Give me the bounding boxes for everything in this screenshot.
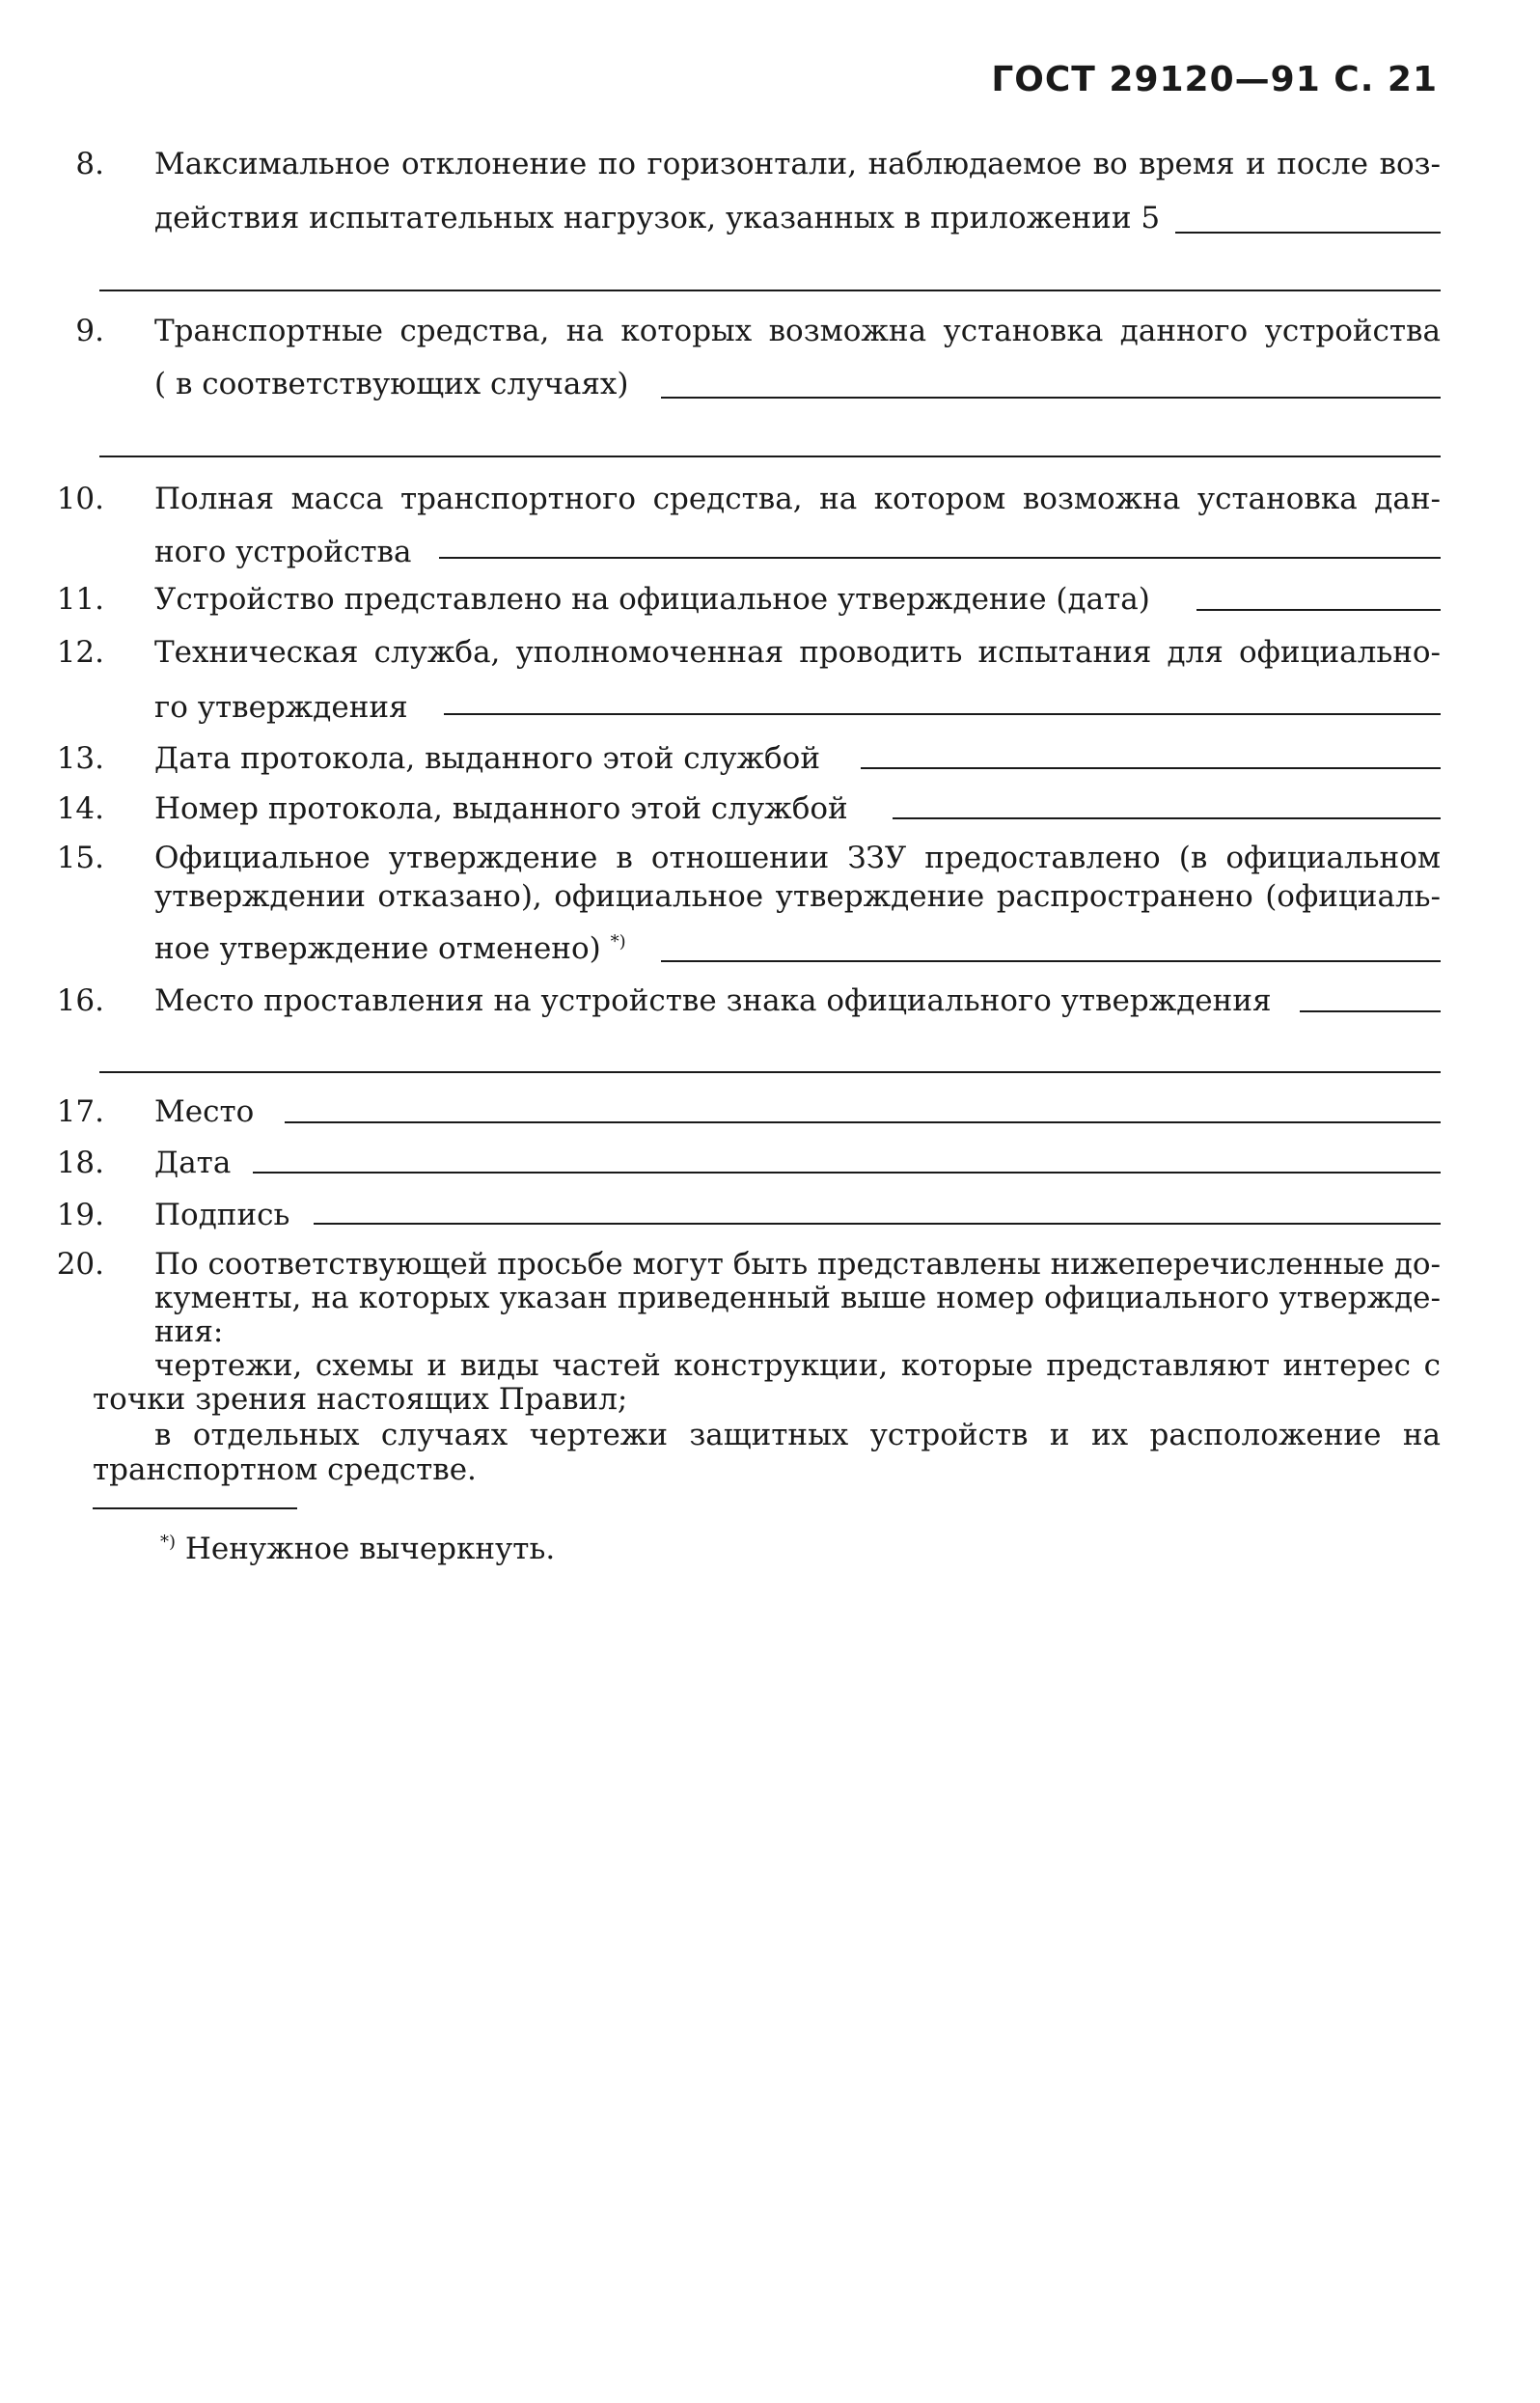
footnote-text: Ненужное вычеркнуть.: [184, 1532, 556, 1566]
item-20-paragraph1-line1: чертежи, схемы и виды частей конструкции, которые представляют интерес с: [154, 1348, 1441, 1383]
page-header: ГОСТ 29120—91 С. 21: [991, 60, 1438, 99]
item-20-text-line3: ния:: [154, 1314, 224, 1349]
item-13-number: 13.: [56, 741, 104, 776]
item-17-number: 17.: [56, 1094, 104, 1129]
item-12-answer-line[interactable]: [444, 713, 1441, 715]
item-15-text-line3-content: ное утверждение отменено): [154, 931, 601, 966]
item-11-answer-line[interactable]: [1196, 609, 1441, 611]
item-13-answer-line[interactable]: [861, 767, 1441, 769]
item-16-answer-line[interactable]: [1300, 1010, 1441, 1012]
item-13-text: Дата протокола, выданного этой службой: [154, 741, 821, 776]
item-14-text: Номер протокола, выданного этой службой: [154, 791, 848, 826]
item-10-answer-line[interactable]: [439, 557, 1441, 559]
item-8-number: 8.: [75, 147, 104, 181]
item-17-text: Место: [154, 1094, 255, 1129]
item-14-answer-line[interactable]: [893, 817, 1441, 819]
item-9-text-line2: ( в соответствующих случаях): [154, 367, 629, 401]
item-8-text-line2: действия испытательных нагрузок, указанных в приложении 5: [154, 201, 1161, 235]
item-15-text-line3: [154, 929, 626, 968]
item-12-text-line2: го утверждения: [154, 690, 408, 725]
item-8-text-line1: Максимальное отклонение по горизонтали, наблюдаемое во время и после воз-: [154, 147, 1441, 181]
item-20-paragraph2-line2: транспортном средстве.: [93, 1452, 477, 1487]
footnote: [160, 1530, 555, 1568]
item-10-number: 10.: [56, 482, 104, 516]
item-16-number: 16.: [56, 983, 104, 1018]
item-15-text-line2: утверждении отказано), официальное утверждение распространено (официаль-: [154, 879, 1441, 914]
item-20-text-line1: По соответствующей просьбе могут быть представлены нижеперечисленные до-: [154, 1247, 1441, 1282]
item-18-answer-line[interactable]: [253, 1172, 1441, 1174]
item-18-number: 18.: [56, 1146, 104, 1180]
item-8-answer-line[interactable]: [1175, 232, 1441, 234]
item-20-paragraph2-line1: в отдельных случаях чертежи защитных устройств и их расположение на: [154, 1418, 1441, 1452]
item-14-number: 14.: [56, 791, 104, 826]
footnote-mark: *): [160, 1532, 177, 1553]
item-11-number: 11.: [56, 582, 104, 617]
footnote-separator: [93, 1507, 297, 1509]
item-19-number: 19.: [56, 1198, 104, 1232]
item-15-footnote-mark: *): [610, 931, 626, 953]
item-15-number: 15.: [56, 841, 104, 875]
item-17-answer-line[interactable]: [285, 1121, 1441, 1123]
item-15-text-line1: Официальное утверждение в отношении ЗЗУ предоставлено (в официальном: [154, 841, 1441, 875]
item-16-extra-answer-line[interactable]: [99, 1071, 1441, 1073]
item-18-text: Дата: [154, 1146, 232, 1180]
item-10-text-line2: ного устройства: [154, 535, 412, 569]
item-9-text-line1: Транспортные средства, на которых возможна установка данного устройства: [154, 314, 1441, 348]
item-12-number: 12.: [56, 635, 104, 670]
item-19-text: Подпись: [154, 1198, 290, 1232]
item-9-answer-line[interactable]: [661, 397, 1441, 399]
item-15-answer-line[interactable]: [661, 960, 1441, 962]
item-9-extra-answer-line[interactable]: [99, 456, 1441, 457]
item-9-number: 9.: [75, 314, 104, 348]
item-16-text: Место проставления на устройстве знака официального утверждения: [154, 983, 1272, 1018]
item-19-answer-line[interactable]: [314, 1223, 1441, 1225]
item-20-number: 20.: [56, 1247, 104, 1282]
item-20-paragraph1-line2: точки зрения настоящих Правил;: [93, 1382, 628, 1417]
item-12-text-line1: Техническая служба, уполномоченная проводить испытания для официально-: [154, 635, 1441, 670]
item-11-text: Устройство представлено на официальное утверждение (дата): [154, 582, 1150, 617]
item-8-extra-answer-line[interactable]: [99, 290, 1441, 291]
item-20-text-line2: кументы, на которых указан приведенный выше номер официального утвержде-: [154, 1281, 1441, 1315]
item-10-text-line1: Полная масса транспортного средства, на котором возможна установка дан-: [154, 482, 1441, 516]
